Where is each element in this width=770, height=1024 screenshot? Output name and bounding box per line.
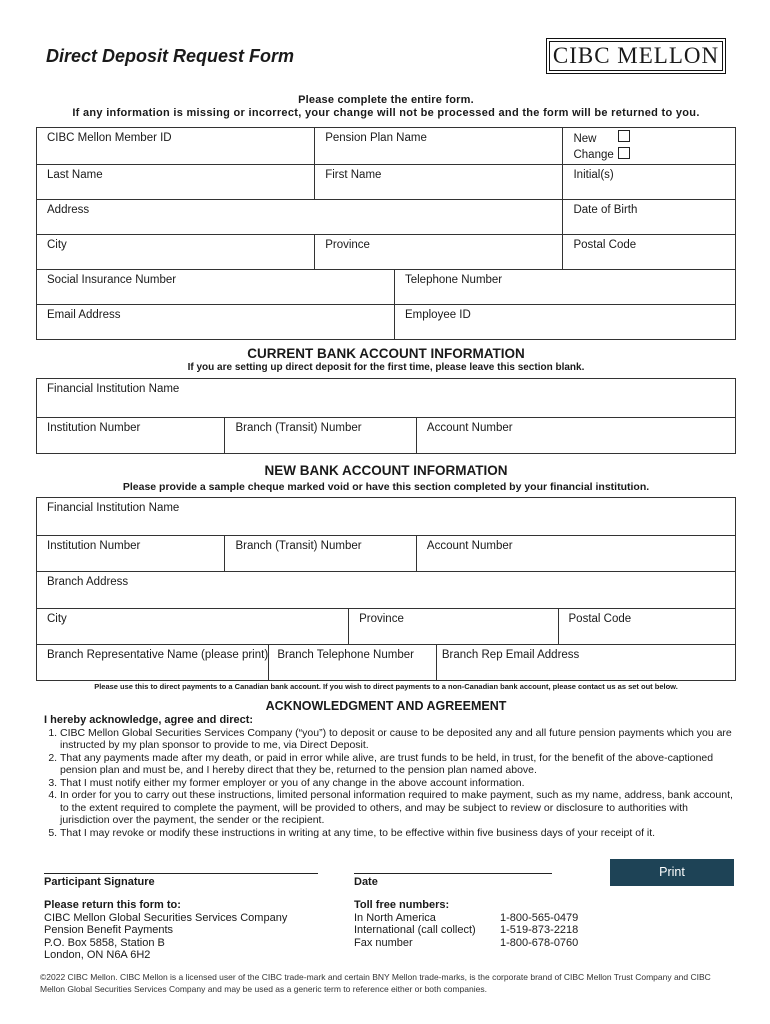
return-line-3: P.O. Box 5858, Station B xyxy=(44,936,165,949)
ack-item-3: 3. That I must notify either my former employer or you of any change in the above account information. xyxy=(60,777,734,790)
rep-name-label: Branch Representative Name (please print) xyxy=(47,649,269,661)
member-id-field[interactable] xyxy=(37,128,314,164)
member-id-label: CIBC Mellon Member ID xyxy=(47,132,172,144)
toll-label: Fax number xyxy=(354,936,413,949)
current-inst-no-label: Institution Number xyxy=(47,422,141,434)
email-label: Email Address xyxy=(47,309,121,321)
current-branch-no-field[interactable] xyxy=(224,418,415,453)
return-heading: Please return this form to: xyxy=(44,899,181,911)
branch-tel-label: Branch Telephone Number xyxy=(277,649,414,661)
new-account-no-label: Account Number xyxy=(426,540,513,552)
toll-label: In North America xyxy=(354,911,436,924)
new-bank-subtext: Please provide a sample cheque marked void or have this section completed by your financial institution. xyxy=(122,481,650,493)
toll-row xyxy=(354,924,594,937)
change-checkbox[interactable] xyxy=(618,147,630,159)
postal-field[interactable] xyxy=(562,235,735,269)
toll-row xyxy=(354,937,594,950)
plan-name-field[interactable] xyxy=(314,128,562,164)
participant-signature-label: Participant Signature xyxy=(44,876,155,888)
ack-lead: I hereby acknowledge, agree and direct: xyxy=(44,714,254,726)
member-info-grid xyxy=(36,127,736,340)
new-province-field[interactable] xyxy=(348,609,557,644)
rep-email-field[interactable] xyxy=(436,645,735,680)
current-fin-inst-field[interactable] xyxy=(37,379,735,417)
rep-email-label: Branch Rep Email Address xyxy=(441,649,580,661)
telephone-field[interactable] xyxy=(394,270,735,304)
current-branch-no-label: Branch (Transit) Number xyxy=(235,422,362,434)
toll-number: 1-519-873-2218 xyxy=(500,924,579,936)
dob-label: Date of Birth xyxy=(573,204,638,216)
current-bank-subtext: If you are setting up direct deposit for the first time, please leave this section blank. xyxy=(187,362,585,373)
last-name-label: Last Name xyxy=(47,169,103,181)
new-change-cell xyxy=(562,128,735,164)
ack-item-2: 2. That any payments made after my death, or paid in error while alive, are trust funds to be held, in trust, for the benefit of the above-captioned pension plan and must be, and I hereby direct that they be, returned to the pension plan named above. xyxy=(60,752,734,777)
date-label: Date xyxy=(354,876,378,888)
rep-name-field[interactable] xyxy=(37,645,268,680)
return-line-4: London, ON N6A 6H2 xyxy=(44,949,151,961)
return-address xyxy=(44,899,287,962)
toll-row xyxy=(354,912,594,925)
province-field[interactable] xyxy=(314,235,562,269)
new-bank-grid xyxy=(36,497,736,681)
new-city-field[interactable] xyxy=(37,609,348,644)
instruction-complete: Please complete the entire form. xyxy=(298,94,474,106)
new-fin-inst-field[interactable] xyxy=(37,498,735,535)
initials-label: Initial(s) xyxy=(573,169,614,181)
address-field[interactable] xyxy=(37,200,562,234)
city-field[interactable] xyxy=(37,235,314,269)
branch-address-field[interactable] xyxy=(37,572,735,608)
new-account-no-field[interactable] xyxy=(416,536,735,571)
new-checkbox[interactable] xyxy=(618,130,630,142)
print-button[interactable]: Print xyxy=(610,859,734,886)
new-label: New xyxy=(573,133,597,145)
employee-id-label: Employee ID xyxy=(404,309,471,321)
ack-item-1: 1. CIBC Mellon Global Securities Services Company (“you”) to deposit or cause to be deposited any and all future pension payments which you are instructed by my plan sponsor to provide to me, via Direct Deposit. xyxy=(60,727,734,752)
current-bank-grid xyxy=(36,378,736,454)
toll-number: 1-800-678-0760 xyxy=(500,936,579,949)
new-branch-no-field[interactable] xyxy=(224,536,415,571)
toll-free-numbers xyxy=(354,899,594,949)
toll-label: International (call collect) xyxy=(354,924,476,936)
first-name-label: First Name xyxy=(325,169,382,181)
change-label: Change xyxy=(573,149,614,161)
cibc-mellon-logo: CIBC MELLON xyxy=(546,38,726,74)
current-inst-no-field[interactable] xyxy=(37,418,224,453)
canadian-account-note: Please use this to direct payments to a Canadian bank account. If you wish to direct payments to a non-Canadian bank account, please contact us as set out below. xyxy=(94,682,678,691)
current-bank-heading: CURRENT BANK ACCOUNT INFORMATION xyxy=(247,346,525,361)
new-province-label: Province xyxy=(359,613,404,625)
last-name-field[interactable] xyxy=(37,165,314,199)
current-account-no-label: Account Number xyxy=(426,422,513,434)
ack-item-5: 5. That I may revoke or modify these instructions in writing at any time, to be effective within five business days of your receipt of it. xyxy=(60,827,734,840)
instruction-warning: If any information is missing or incorrect, your change will not be processed and the form will be returned to you. xyxy=(72,107,700,119)
toll-free-heading: Toll free numbers: xyxy=(354,899,450,911)
return-line-1: CIBC Mellon Global Securities Services Company xyxy=(44,911,288,924)
new-inst-no-field[interactable] xyxy=(37,536,224,571)
plan-name-label: Pension Plan Name xyxy=(325,132,427,144)
new-postal-field[interactable] xyxy=(558,609,736,644)
province-label: Province xyxy=(325,239,370,251)
return-line-2: Pension Benefit Payments xyxy=(44,924,174,936)
page-title: Direct Deposit Request Form xyxy=(46,46,295,66)
email-field[interactable] xyxy=(37,305,394,339)
new-fin-inst-label: Financial Institution Name xyxy=(47,502,180,514)
ack-item-4: 4. In order for you to carry out these instructions, limited personal information required to make payment, such as my name, address, bank account, to the extent required to complete the payment, will be provided to others, and may be subject to review or disclosure to authorities with jurisdiction over the payment, the sender or the recipient. xyxy=(60,789,734,827)
new-bank-heading: NEW BANK ACCOUNT INFORMATION xyxy=(264,463,508,478)
city-label: City xyxy=(47,239,67,251)
new-city-label: City xyxy=(47,613,67,625)
postal-label: Postal Code xyxy=(573,239,637,251)
copyright-footer: ©2022 CIBC Mellon. CIBC Mellon is a licensed user of the CIBC trade-mark and certain BNY Mellon trade-marks, is the corporate brand of CIBC Mellon Trust Company and CIBC Mellon Global Securities Services Company and may be used as a generic term to reference either or both companies. xyxy=(40,972,711,994)
address-label: Address xyxy=(47,204,90,216)
date-line[interactable] xyxy=(354,873,552,874)
dob-field[interactable] xyxy=(562,200,735,234)
branch-address-label: Branch Address xyxy=(47,576,129,588)
employee-id-field[interactable] xyxy=(394,305,735,339)
branch-tel-field[interactable] xyxy=(268,645,436,680)
first-name-field[interactable] xyxy=(314,165,562,199)
sin-field[interactable] xyxy=(37,270,394,304)
new-branch-no-label: Branch (Transit) Number xyxy=(235,540,362,552)
toll-number: 1-800-565-0479 xyxy=(500,911,579,924)
initials-field[interactable] xyxy=(562,165,735,199)
ack-section xyxy=(44,714,734,839)
new-inst-no-label: Institution Number xyxy=(47,540,141,552)
current-fin-inst-label: Financial Institution Name xyxy=(47,383,180,395)
current-account-no-field[interactable] xyxy=(416,418,735,453)
new-postal-label: Postal Code xyxy=(568,613,632,625)
sin-label: Social Insurance Number xyxy=(47,274,177,286)
signature-line[interactable] xyxy=(44,873,318,874)
telephone-label: Telephone Number xyxy=(404,274,503,286)
ack-heading: ACKNOWLEDGMENT AND AGREEMENT xyxy=(265,699,507,713)
